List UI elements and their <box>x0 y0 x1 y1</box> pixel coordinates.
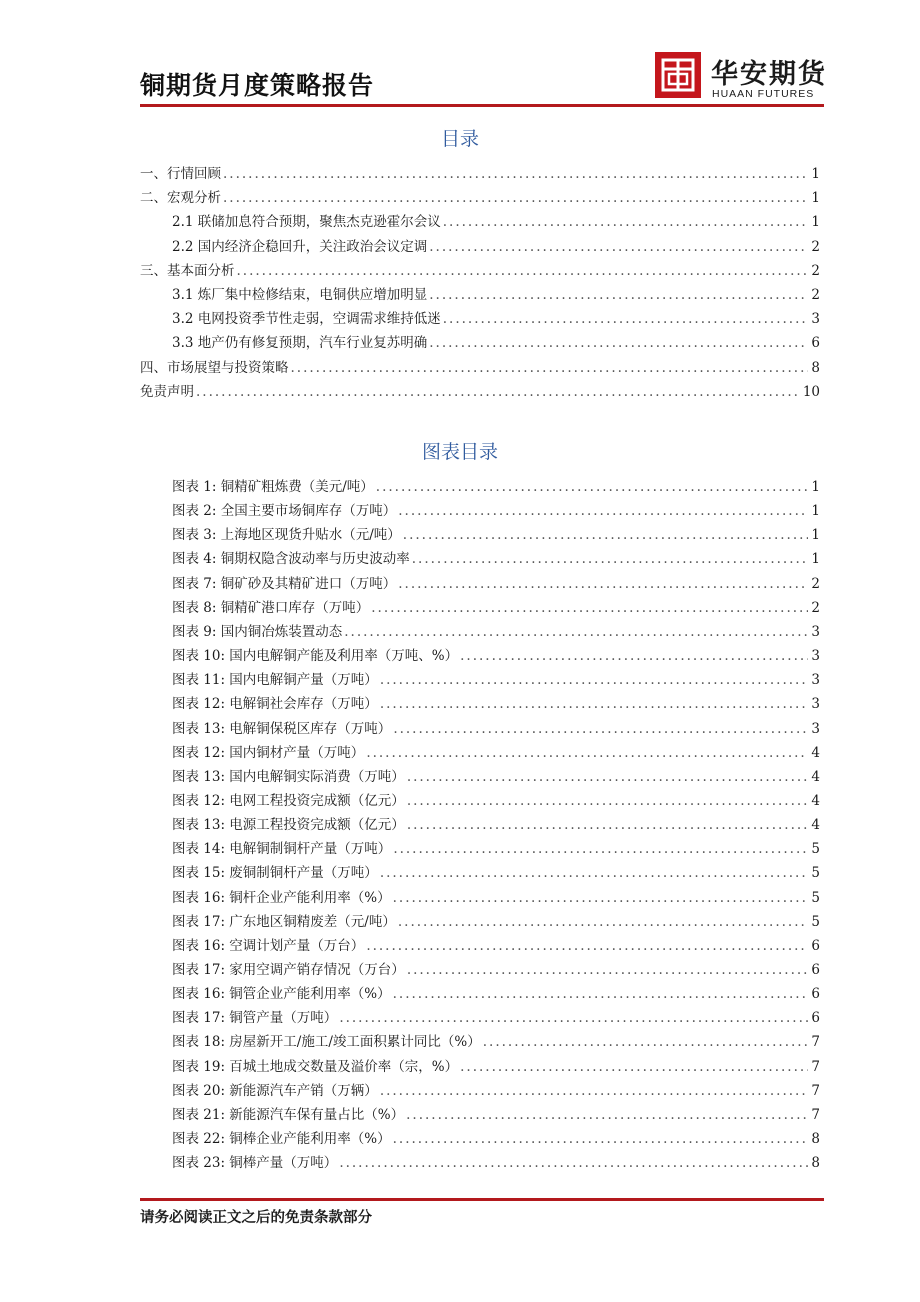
entry-label: 一、行情回顾 <box>140 166 221 182</box>
entry-page-number: 8 <box>811 1131 820 1148</box>
footer-notice: 请务必阅读正文之后的免责条款部分 <box>140 1210 372 1226</box>
figure-entry[interactable] <box>172 668 820 692</box>
entry-page-number: 1 <box>811 503 820 520</box>
figures-title: 图表目录 <box>421 441 498 463</box>
leader-dots <box>393 1131 809 1147</box>
entry-label: 图表 21: 新能源汽车保有量占比（%） <box>172 1106 405 1123</box>
entry-page-number: 10 <box>802 383 820 400</box>
footer-divider <box>140 1198 824 1201</box>
leader-dots <box>339 1155 808 1171</box>
entry-label: 图表 17: 广东地区铜精废差（元/吨） <box>172 913 396 930</box>
leader-dots <box>380 672 809 688</box>
leader-dots <box>393 890 809 906</box>
entry-page-number: 1 <box>811 166 820 182</box>
leader-dots <box>398 503 808 519</box>
toc-entry[interactable] <box>140 186 820 210</box>
seal-icon <box>655 52 701 98</box>
entry-label: 图表 1: 铜精矿粗炼费（美元/吨） <box>172 479 374 495</box>
leader-dots <box>393 841 808 857</box>
figure-entry[interactable] <box>172 861 820 885</box>
entry-page-number: 1 <box>811 190 820 207</box>
entry-page-number: 3 <box>811 311 820 328</box>
figure-entry[interactable] <box>172 523 820 547</box>
entry-label: 图表 12: 电解铜社会库存（万吨） <box>172 696 378 713</box>
entry-page-number: 6 <box>811 937 820 954</box>
entry-label: 图表 18: 房屋新开工/施工/竣工面积累计同比（%） <box>172 1034 481 1051</box>
entry-page-number: 3 <box>811 696 820 713</box>
entry-label: 图表 16: 铜管企业产能利用率（%） <box>172 986 391 1003</box>
figure-entry[interactable] <box>172 982 820 1006</box>
figure-entry[interactable] <box>172 1103 820 1127</box>
entry-label: 图表 8: 铜精矿港口库存（万吨） <box>172 599 370 616</box>
leader-dots <box>223 166 808 182</box>
figure-entry[interactable] <box>172 620 820 644</box>
entry-page-number: 1 <box>811 527 820 544</box>
leader-dots <box>371 600 808 616</box>
leader-dots <box>366 745 808 761</box>
entry-label: 三、基本面分析 <box>140 262 235 279</box>
toc-entry[interactable] <box>140 356 820 380</box>
entry-page-number: 4 <box>811 744 820 761</box>
leader-dots <box>460 1059 808 1075</box>
entry-label: 3.3 地产仍有修复预期，汽车行业复苏明确 <box>172 335 428 352</box>
entry-page-number: 8 <box>811 359 820 376</box>
leader-dots <box>376 479 809 495</box>
leader-dots <box>393 986 809 1002</box>
toc-entry[interactable] <box>172 283 820 307</box>
logo-chinese-name: 华安期货 <box>711 59 827 90</box>
entry-label: 图表 12: 国内铜材产量（万吨） <box>172 744 365 761</box>
leader-dots <box>407 962 809 978</box>
entry-label: 图表 19: 百城土地成交数量及溢价率（宗，%） <box>172 1058 459 1075</box>
figure-entry[interactable] <box>172 1127 820 1151</box>
toc-entry[interactable] <box>172 307 820 331</box>
entry-page-number: 2 <box>811 599 820 616</box>
entry-page-number: 1 <box>811 214 820 231</box>
entry-label: 图表 22: 铜棒企业产能利用率（%） <box>172 1131 391 1148</box>
entry-page-number: 2 <box>811 575 820 592</box>
figure-entry[interactable] <box>172 596 820 620</box>
entry-label: 图表 10: 国内电解铜产能及利用率（万吨、%） <box>172 648 459 665</box>
entry-page-number: 5 <box>811 841 820 858</box>
entry-label: 2.2 国内经济企稳回升，关注政治会议定调 <box>172 238 428 255</box>
figure-entry[interactable] <box>172 934 820 958</box>
figure-entry[interactable] <box>172 572 820 596</box>
entry-page-number: 7 <box>811 1082 820 1099</box>
leader-dots <box>429 239 808 255</box>
entry-label: 图表 13: 电解铜保税区库存（万吨） <box>172 720 392 737</box>
entry-label: 图表 16: 空调计划产量（万台） <box>172 937 365 954</box>
logo-english-name: HUAAN FUTURES <box>712 88 815 100</box>
entry-page-number: 3 <box>811 720 820 737</box>
entry-page-number: 5 <box>811 865 820 882</box>
entry-page-number: 7 <box>811 1034 820 1051</box>
entry-label: 图表 13: 电源工程投资完成额（亿元） <box>172 817 405 834</box>
entry-label: 图表 20: 新能源汽车产销（万辆） <box>172 1082 378 1099</box>
leader-dots <box>403 527 809 543</box>
leader-dots <box>380 865 809 881</box>
leader-dots <box>406 1107 808 1123</box>
figure-entry[interactable] <box>172 958 820 982</box>
figure-entry[interactable] <box>172 1151 820 1175</box>
leader-dots <box>483 1034 809 1050</box>
entry-label: 图表 2: 全国主要市场铜库存（万吨） <box>172 503 397 520</box>
entry-label: 图表 17: 铜管产量（万吨） <box>172 1010 338 1027</box>
leader-dots <box>412 551 809 567</box>
entry-page-number: 2 <box>811 287 820 303</box>
leader-dots <box>398 914 809 930</box>
entry-label: 图表 3: 上海地区现货升贴水（元/吨） <box>172 527 401 544</box>
entry-page-number: 5 <box>811 913 820 930</box>
figure-entry[interactable] <box>172 813 820 837</box>
figure-entry[interactable] <box>172 765 820 789</box>
entry-page-number: 4 <box>811 768 820 785</box>
entry-page-number: 3 <box>811 672 820 689</box>
toc-entry[interactable] <box>172 210 820 234</box>
entry-label: 图表 13: 国内电解铜实际消费（万吨） <box>172 768 405 785</box>
figure-entry[interactable] <box>172 475 820 499</box>
figure-entry[interactable] <box>172 1055 820 1079</box>
entry-page-number: 3 <box>811 623 820 640</box>
figure-entry[interactable] <box>172 644 820 668</box>
leader-dots <box>380 696 809 712</box>
toc-entry[interactable] <box>172 331 820 355</box>
figure-entry[interactable] <box>172 547 820 571</box>
entry-label: 图表 11: 国内电解铜产量（万吨） <box>172 672 378 689</box>
entry-page-number: 3 <box>811 648 820 665</box>
figure-entry[interactable] <box>172 837 820 861</box>
entry-page-number: 5 <box>811 889 820 906</box>
entry-label: 图表 16: 铜杆企业产能利用率（%） <box>172 889 391 906</box>
figure-entry[interactable] <box>172 1030 820 1054</box>
entry-label: 免责声明 <box>140 383 194 400</box>
leader-dots <box>429 287 808 303</box>
toc-entry[interactable] <box>140 162 820 186</box>
entry-page-number: 2 <box>811 262 820 279</box>
entry-label: 图表 15: 废铜制铜杆产量（万吨） <box>172 865 378 882</box>
entry-page-number: 4 <box>811 792 820 809</box>
leader-dots <box>407 793 809 809</box>
entry-page-number: 1 <box>811 479 820 495</box>
figure-entry[interactable] <box>172 499 820 523</box>
entry-page-number: 6 <box>811 986 820 1003</box>
leader-dots <box>291 360 809 376</box>
leader-dots <box>393 721 808 737</box>
entry-label: 图表 23: 铜棒产量（万吨） <box>172 1155 338 1172</box>
entry-page-number: 6 <box>811 962 820 978</box>
leader-dots <box>407 817 809 833</box>
figure-entry[interactable] <box>172 1006 820 1030</box>
entry-label: 图表 4: 铜期权隐含波动率与历史波动率 <box>172 551 410 568</box>
entry-page-number: 6 <box>811 1010 820 1027</box>
entry-label: 四、市场展望与投资策略 <box>140 359 289 376</box>
leader-dots <box>443 311 809 327</box>
entry-page-number: 6 <box>811 335 820 352</box>
leader-dots <box>443 214 809 230</box>
figure-entry[interactable] <box>172 717 820 741</box>
entry-page-number: 8 <box>811 1155 820 1172</box>
leader-dots <box>407 769 809 785</box>
figure-entry[interactable] <box>172 692 820 716</box>
header-divider <box>140 104 824 107</box>
entry-page-number: 7 <box>811 1106 820 1123</box>
leader-dots <box>366 938 808 954</box>
entry-label: 图表 9: 国内铜冶炼装置动态 <box>172 623 343 640</box>
entry-page-number: 1 <box>811 551 820 568</box>
leader-dots <box>196 384 800 400</box>
toc-entry[interactable] <box>140 259 820 283</box>
toc-entry[interactable] <box>172 235 820 259</box>
entry-label: 图表 12: 电网工程投资完成额（亿元） <box>172 792 405 809</box>
entry-page-number: 4 <box>811 817 820 834</box>
entry-label: 图表 17: 家用空调产销存情况（万台） <box>172 962 405 978</box>
leader-dots <box>398 576 808 592</box>
toc-title: 目录 <box>440 128 479 150</box>
entry-label: 2.1 联储加息符合预期，聚焦杰克逊霍尔会议 <box>172 214 441 231</box>
entry-label: 3.1 炼厂集中检修结束，电铜供应增加明显 <box>172 287 428 303</box>
leader-dots <box>429 335 808 351</box>
figure-entry[interactable] <box>172 1079 820 1103</box>
entry-label: 图表 14: 电解铜制铜杆产量（万吨） <box>172 841 392 858</box>
company-logo <box>655 52 825 102</box>
entry-label: 3.2 电网投资季节性走弱，空调需求维持低迷 <box>172 311 441 328</box>
leader-dots <box>223 190 808 206</box>
entry-page-number: 2 <box>811 238 820 255</box>
leader-dots <box>339 1010 808 1026</box>
toc-entry[interactable] <box>140 380 820 404</box>
leader-dots <box>237 263 809 279</box>
figure-entry[interactable] <box>172 886 820 910</box>
leader-dots <box>344 624 808 640</box>
figure-entry[interactable] <box>172 910 820 934</box>
entry-label: 图表 7: 铜矿砂及其精矿进口（万吨） <box>172 575 397 592</box>
entry-label: 二、宏观分析 <box>140 190 221 207</box>
figure-entry[interactable] <box>172 741 820 765</box>
leader-dots <box>380 1083 809 1099</box>
header-title: 铜期货月度策略报告 <box>140 71 375 100</box>
entry-page-number: 7 <box>811 1058 820 1075</box>
figure-entry[interactable] <box>172 789 820 813</box>
leader-dots <box>460 648 808 664</box>
